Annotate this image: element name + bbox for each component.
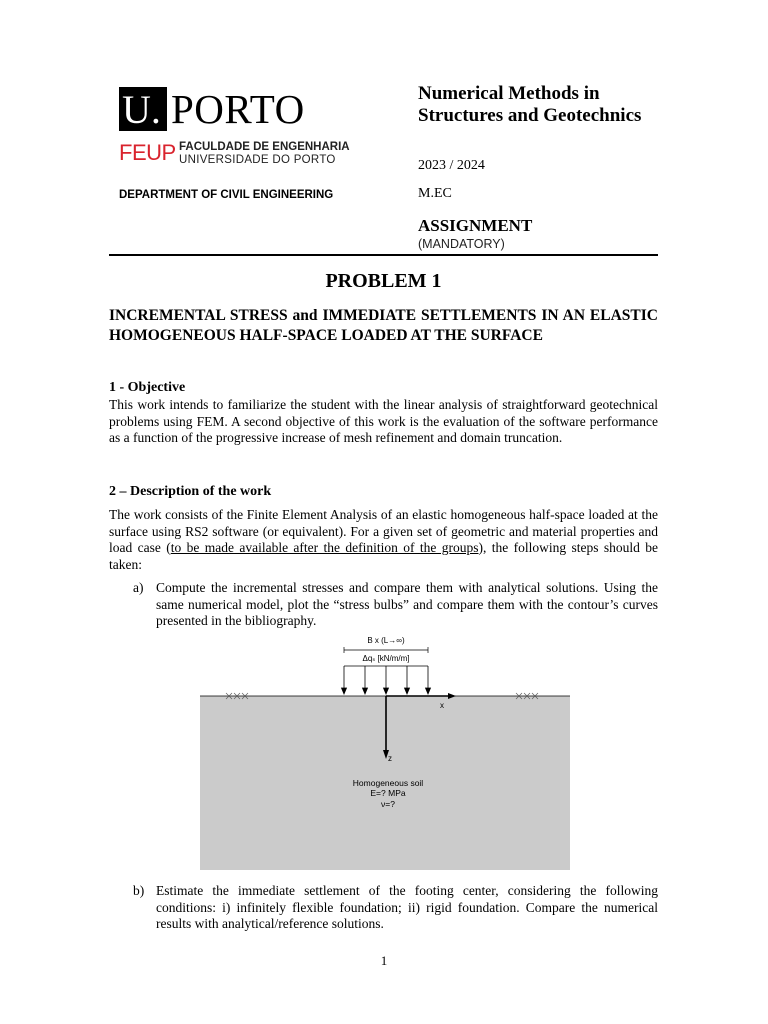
soil-poisson-label: ν=? bbox=[381, 799, 395, 809]
section-objective-heading: 1 - Objective bbox=[109, 380, 186, 395]
logo-porto-text: PORTO bbox=[171, 86, 305, 132]
department-name: DEPARTMENT OF CIVIL ENGINEERING bbox=[119, 189, 334, 201]
logo-u-block: U. bbox=[119, 87, 167, 131]
z-axis-label: z bbox=[388, 754, 392, 763]
page-number: 1 bbox=[380, 953, 388, 968]
mandatory-label: (MANDATORY) bbox=[418, 237, 505, 251]
half-space-diagram bbox=[198, 630, 572, 872]
soil-name-label: Homogeneous soil bbox=[352, 778, 424, 788]
description-text-end: ), the following steps should be taken: bbox=[109, 540, 659, 572]
university-name: UNIVERSIDADE DO PORTO bbox=[179, 154, 336, 166]
load-arrows bbox=[342, 666, 431, 694]
program-code: M.EC bbox=[418, 186, 452, 201]
item-b-text: Estimate the immediate settlement of the footing center, considering the following conditions: i) infinitely flexible foundation; ii) rigid foundation. Compare the numerical results with analytical/reference solutions. bbox=[156, 883, 658, 931]
assignment-label: ASSIGNMENT bbox=[418, 216, 533, 235]
x-axis-label: x bbox=[440, 701, 444, 710]
section-description-heading: 2 – Description of the work bbox=[109, 484, 272, 499]
load-intensity-label: Δqₛ [kN/m/m] bbox=[362, 654, 410, 663]
course-title: Numerical Methods in Structures and Geotechnics bbox=[418, 83, 642, 126]
groups-definition-note: to be made available after the definition of the groups bbox=[170, 540, 479, 555]
description-text-start: The work consists of the Finite Element Analysis of an elastic homogeneous half-space loaded at the surface using RS2 software (or equivalent). For a given set of geometric and material properties and load case ( bbox=[109, 507, 658, 555]
header-divider bbox=[109, 254, 658, 256]
section-description-text bbox=[109, 507, 658, 573]
problem-subtitle: INCREMENTAL STRESS and IMMEDIATE SETTLEMENTS IN AN ELASTIC HOMOGENEOUS HALF-SPACE LOADED AT THE SURFACE bbox=[109, 307, 658, 344]
item-b-label: b) bbox=[133, 883, 145, 898]
item-a-text: Compute the incremental stresses and compare them with analytical solutions. Using the same numerical model, plot the “stress bulbs” and compare them with the contour’s curves presented in the bibliography. bbox=[156, 580, 658, 628]
faculty-name: FACULDADE DE ENGENHARIA bbox=[179, 141, 350, 153]
section-objective-text: This work intends to familiarize the student with the linear analysis of straightforward geotechnical problems using FEM. A second objective of this work is the evaluation of the software performance as a function of the progressive increase of mesh refinement and domain truncation. bbox=[109, 397, 658, 445]
problem-title: PROBLEM 1 bbox=[325, 270, 442, 292]
soil-modulus-label: E=? MPa bbox=[370, 788, 406, 798]
load-width-label: B x (L→∞) bbox=[367, 636, 405, 645]
academic-year: 2023 / 2024 bbox=[418, 158, 485, 173]
item-a-label: a) bbox=[133, 580, 144, 595]
logo-feup-text: FEUP bbox=[119, 140, 176, 165]
